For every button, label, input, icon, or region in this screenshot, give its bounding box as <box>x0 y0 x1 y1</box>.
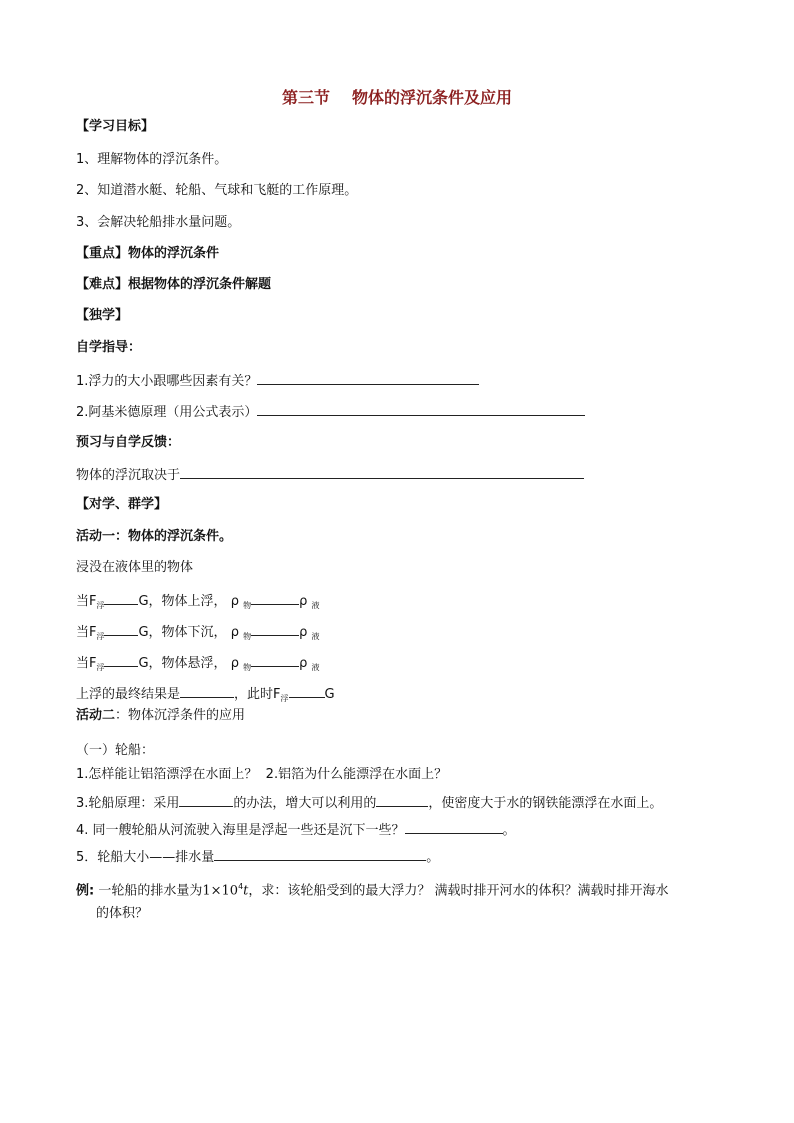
ship-q4-end: 。 <box>502 823 516 838</box>
rho-symbol: ρ <box>299 656 308 671</box>
rho-symbol: ρ <box>230 625 239 640</box>
condition-text: G，物体下沉， <box>138 625 227 640</box>
answer-blank[interactable] <box>289 684 325 698</box>
subscript: 物 <box>243 601 252 610</box>
example-number: 1×10 <box>202 883 239 899</box>
result-text: ，此时F <box>234 687 281 702</box>
condition-row-suspend <box>76 653 320 674</box>
ship-question-3 <box>76 793 662 813</box>
answer-blank[interactable] <box>104 591 138 605</box>
key-point: 【重点】物体的浮沉条件 <box>76 246 220 261</box>
feedback-text: 物体的浮沉取决于 <box>76 468 181 483</box>
question-2-text: 2.阿基米德原理（用公式表示） <box>76 405 258 420</box>
self-study-question-2 <box>76 402 585 422</box>
subscript: 浮 <box>96 632 105 641</box>
rho-symbol: ρ <box>230 594 239 609</box>
answer-blank[interactable] <box>104 653 138 667</box>
answer-blank[interactable] <box>214 847 426 861</box>
result-text: G <box>324 687 335 702</box>
subscript: 浮 <box>96 663 105 672</box>
ship-question-1-2 <box>76 766 447 784</box>
condition-force: 当F <box>76 594 97 609</box>
example-exponent: 4 <box>238 882 244 891</box>
self-study-question-1 <box>76 371 479 391</box>
activity-2-label: 活动二 <box>76 708 116 723</box>
condition-force: 当F <box>76 625 97 640</box>
rho-symbol: ρ <box>299 594 308 609</box>
answer-blank[interactable] <box>180 684 234 698</box>
objective-item-2: 2、知道潜水艇、轮船、气球和飞艇的工作原理。 <box>76 183 358 198</box>
rho-symbol: ρ <box>230 656 239 671</box>
answer-blank[interactable] <box>251 653 299 667</box>
subscript: 物 <box>243 632 252 641</box>
subscript: 浮 <box>96 601 105 610</box>
ship-q5-text: 5．轮船大小——排水量 <box>76 850 215 865</box>
answer-blank[interactable] <box>251 591 299 605</box>
group-study-heading: 【对学、群学】 <box>76 497 168 512</box>
answer-blank[interactable] <box>405 820 503 834</box>
answer-blank[interactable] <box>104 622 138 636</box>
subscript: 液 <box>311 632 320 641</box>
answer-blank[interactable] <box>179 793 233 807</box>
immersed-object-text: 浸没在液体里的物体 <box>76 560 194 575</box>
ship-question-2: 2.铝箔为什么能漂浮在水面上？ <box>265 767 448 782</box>
answer-blank[interactable] <box>251 622 299 636</box>
condition-text: G，物体上浮， <box>138 594 227 609</box>
condition-text: G，物体悬浮， <box>138 656 227 671</box>
ship-q3-text: 3.轮船原理：采用 <box>76 796 180 811</box>
ship-heading: （一）轮船： <box>76 743 155 758</box>
example-text: ，求：该轮船受到的最大浮力？ 满载时排开河水的体积？满载时排开海水 <box>248 883 669 899</box>
answer-blank[interactable] <box>180 465 584 479</box>
objective-item-3: 3、会解决轮船排水量问题。 <box>76 215 241 230</box>
difficult-point: 【难点】根据物体的浮沉条件解题 <box>76 277 272 292</box>
title-section: 第三节 <box>281 88 330 107</box>
self-study-guide-label: 自学指导： <box>76 340 142 355</box>
title-topic: 物体的浮沉条件及应用 <box>352 88 513 107</box>
result-text: 上浮的最终结果是 <box>76 687 181 702</box>
example-label: 例: <box>76 883 95 899</box>
activity-2-title: ：物体沉浮条件的应用 <box>115 708 246 723</box>
subscript: 液 <box>311 601 320 610</box>
activity-1-heading: 活动一：物体的浮沉条件。 <box>76 529 233 544</box>
ship-question-4 <box>76 820 516 840</box>
ship-question-5 <box>76 847 439 867</box>
subscript: 液 <box>311 663 320 672</box>
condition-force: 当F <box>76 656 97 671</box>
ship-q4-text: 4. 同一艘轮船从河流驶入海里是浮起一些还是沉下一些？ <box>76 823 405 838</box>
feedback-label: 预习与自学反馈： <box>76 435 181 450</box>
ship-question-1: 1.怎样能让铝箔漂浮在水面上？ <box>76 767 258 782</box>
subscript: 物 <box>243 663 252 672</box>
objective-item-1: 1、理解物体的浮沉条件。 <box>76 152 228 167</box>
ship-q5-end: 。 <box>426 850 440 865</box>
answer-blank[interactable] <box>376 793 428 807</box>
example-text: 一轮船的排水量为 <box>98 883 203 899</box>
condition-row-sink <box>76 622 320 643</box>
question-1-text: 1.浮力的大小跟哪些因素有关？ <box>76 374 258 389</box>
activity-2-heading <box>76 707 245 725</box>
self-study-heading: 【独学】 <box>76 308 129 323</box>
ship-q3-text: ，使密度大于水的钢铁能漂浮在水面上。 <box>428 796 663 811</box>
page-title <box>0 88 794 108</box>
example-continuation: 的体积？ <box>96 906 149 921</box>
ship-q3-text: 的办法，增大可以利用的 <box>233 796 377 811</box>
example-unit: t <box>243 883 249 899</box>
float-result-question <box>76 684 335 705</box>
condition-row-rise <box>76 591 320 612</box>
objectives-heading: 【学习目标】 <box>76 119 155 134</box>
answer-blank[interactable] <box>257 371 479 385</box>
subscript: 浮 <box>280 694 289 703</box>
answer-blank[interactable] <box>257 402 585 416</box>
rho-symbol: ρ <box>299 625 308 640</box>
feedback-question <box>76 465 584 485</box>
example-problem <box>76 878 669 900</box>
